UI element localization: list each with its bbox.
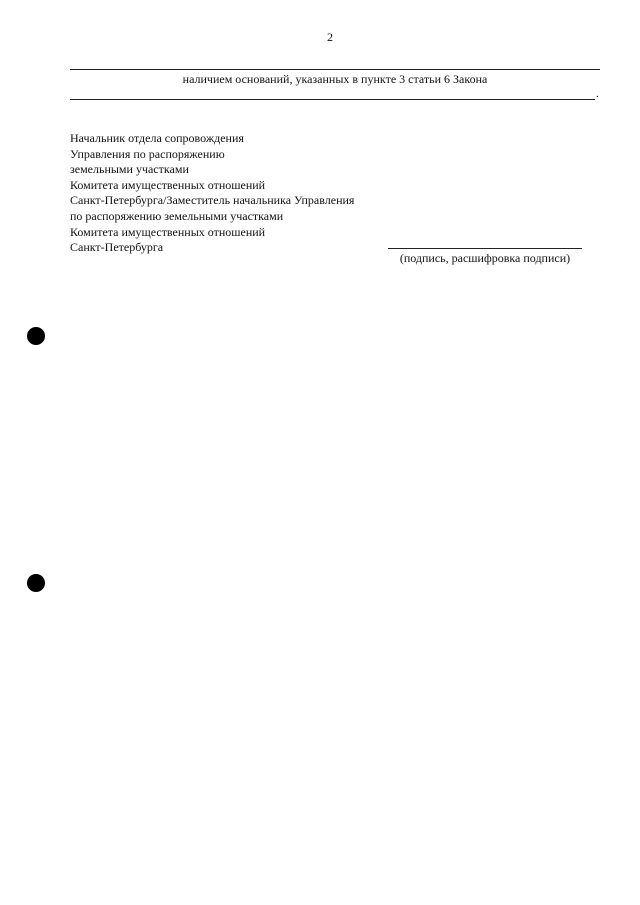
signature-line xyxy=(388,248,582,249)
signature-caption: (подпись, расшифровка подписи) xyxy=(399,251,571,265)
signer-title-line: по распоряжению земельными участками xyxy=(70,208,284,223)
signer-title-line: Начальник отдела сопровождения xyxy=(70,131,244,145)
punch-hole-top xyxy=(27,327,45,345)
field-text: наличием оснований, указанных в пункте 3 статьи 6 Закона xyxy=(182,72,488,86)
signer-title-line: Санкт-Петербурга/Заместитель начальника Управления xyxy=(70,193,355,208)
signer-title-line: земельными участками xyxy=(70,162,189,177)
field-top-rule xyxy=(70,69,600,70)
signer-title-line: Комитета имущественных отношений xyxy=(70,177,266,192)
signer-title-block xyxy=(70,131,354,256)
signer-title-line: Комитета имущественных отношений xyxy=(70,224,266,239)
field-end-mark: . xyxy=(596,88,599,100)
punch-hole-bottom xyxy=(27,574,45,592)
signer-title-line: Санкт-Петербурга xyxy=(70,240,164,255)
signer-title-line: Управления по распоряжению xyxy=(70,146,225,161)
field-bottom-rule xyxy=(70,99,595,100)
page-number: 2 xyxy=(327,30,333,44)
